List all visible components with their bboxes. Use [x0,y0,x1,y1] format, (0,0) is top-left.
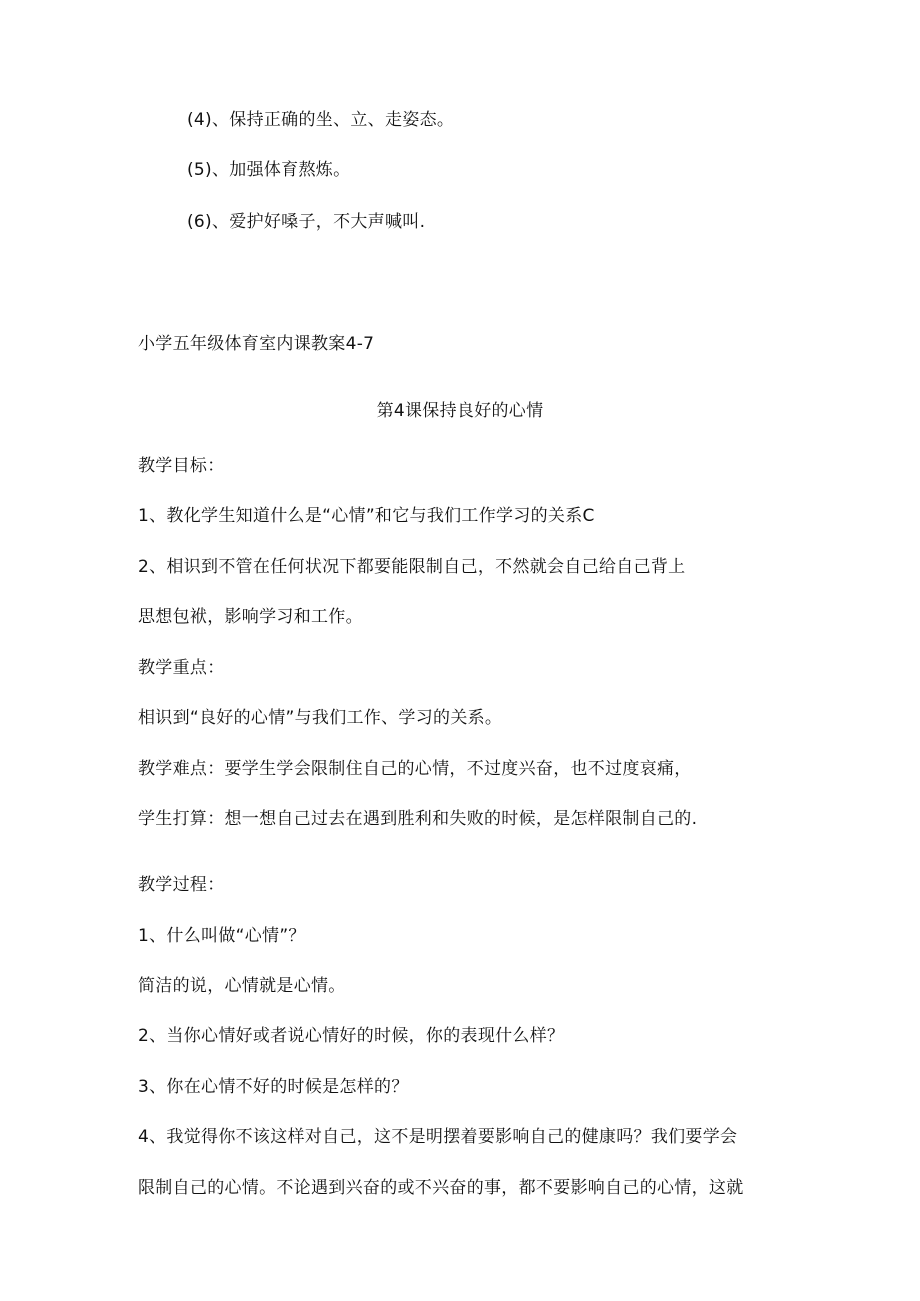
paragraph-process-heading: 教学过程： [138,875,225,895]
paragraph-process-1-answer: 简洁的说，心情就是心情。 [138,976,346,996]
paragraph-teaching-goals-heading: 教学目标： [138,456,225,476]
paragraph-key-points: 相识到“良好的心情”与我们工作、学习的关系。 [138,708,503,728]
paragraph-process-4-continued: 限制自己的心情。不论遇到兴奋的或不兴奋的事，都不要影响自己的心情，这就 [138,1178,744,1198]
paragraph-process-4: 4、我觉得你不该这样对自己，这不是明摆着要影响自己的健康吗？我们要学会 [138,1127,738,1147]
paragraph-goal-2-continued: 思想包袱，影响学习和工作。 [138,607,363,627]
paragraph-process-1: 1、什么叫做“心情”？ [138,926,306,946]
list-item-4: (4)、保持正确的坐、立、走姿态。 [187,110,455,130]
paragraph-difficulties: 教学难点：要学生学会限制住自己的心情，不过度兴奋，也不过度哀痛， [138,759,692,779]
paragraph-process-3: 3、你在心情不好的时候是怎样的？ [138,1077,409,1097]
lesson-title: 第4课保持良好的心情 [376,401,544,421]
paragraph-goal-2: 2、相识到不管在任何状况下都要能限制自己，不然就会自己给自己背上 [138,557,686,577]
list-item-6: (6)、爱护好嗓子，不大声喊叫. [187,212,426,232]
document-title: 小学五年级体育室内课教案4-7 [138,334,375,354]
list-item-5: (5)、加强体育熬炼。 [187,160,351,180]
paragraph-student-preparation: 学生打算：想一想自己过去在遇到胜利和失败的时候，是怎样限制自己的. [138,809,698,829]
paragraph-key-points-heading: 教学重点： [138,658,225,678]
paragraph-goal-1: 1、教化学生知道什么是“心情”和它与我们工作学习的关系C [138,506,595,526]
paragraph-process-2: 2、当你心情好或者说心情好的时候，你的表现什么样？ [138,1026,565,1046]
